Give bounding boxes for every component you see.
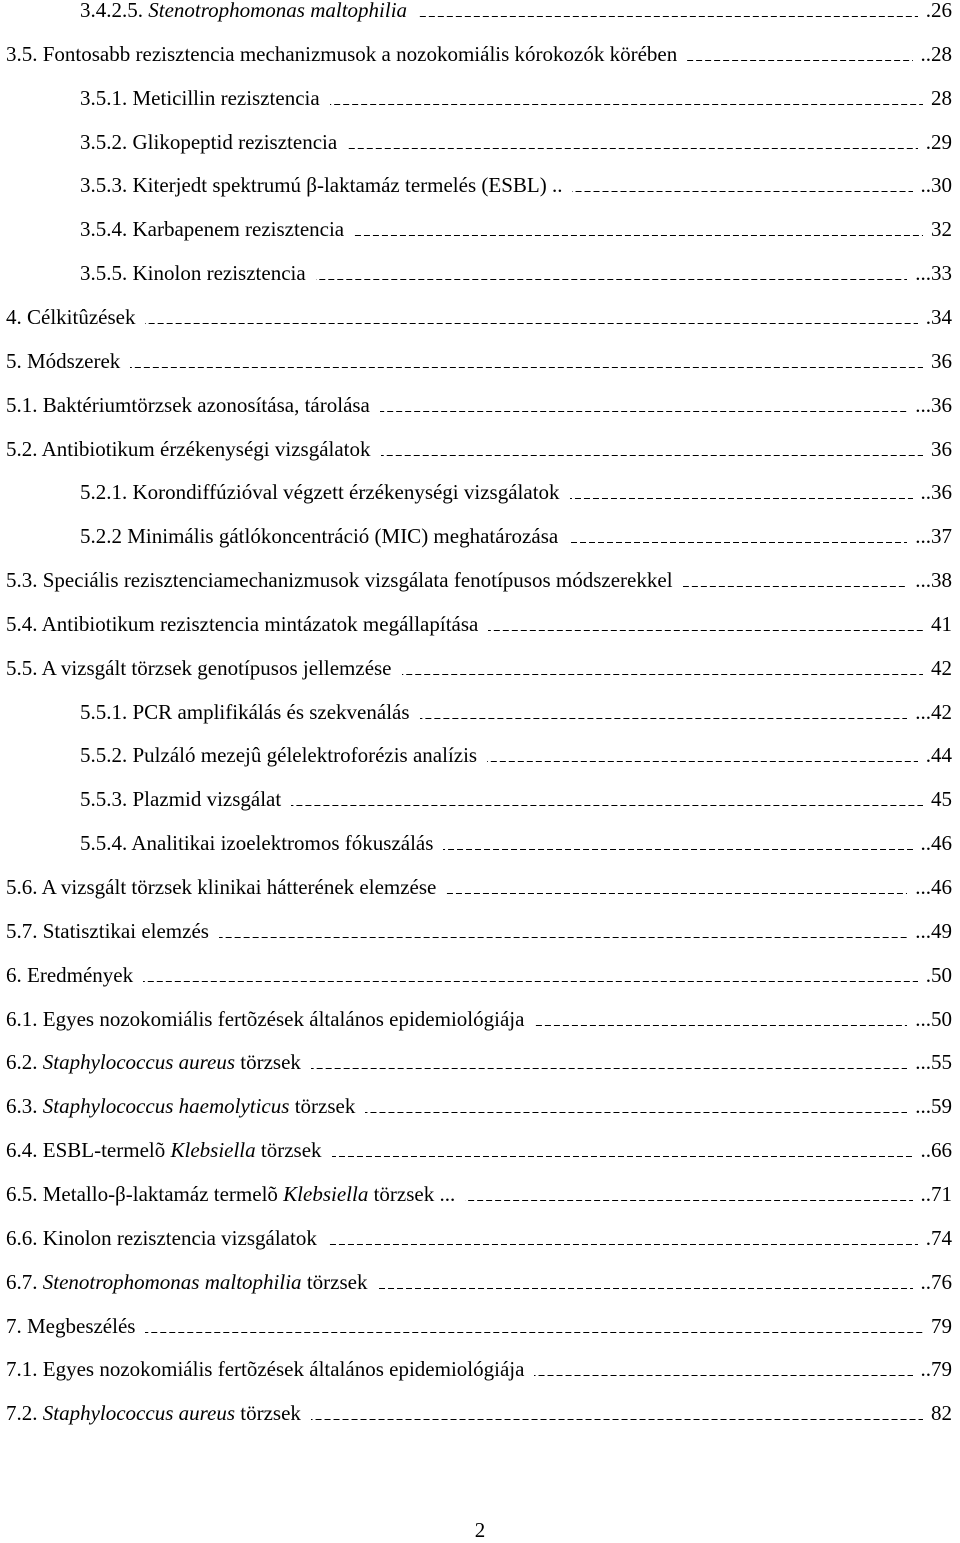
- toc-entry-title-text: 5.3. Speciális rezisztenciamechanizmusok vizsgálata fenotípusos módszerekkel: [6, 568, 673, 593]
- toc-entry-page: ..79: [920, 1357, 952, 1382]
- toc-entry[interactable]: [6, 562, 952, 592]
- toc-entry-title: [80, 261, 306, 285]
- toc-entry-title-text: 5.5.3. Plazmid vizsgálat: [80, 787, 282, 812]
- toc-entry[interactable]: [80, 211, 952, 241]
- toc-entry-title-text: 6.1. Egyes nozokomiális fertõzések általános epidemiológiája: [6, 1006, 525, 1031]
- toc-entry-title-text: 5. Módszerek: [6, 348, 121, 373]
- toc-entry-page: ...37: [915, 524, 952, 549]
- toc-entry-page: 42: [931, 655, 952, 680]
- toc-entry-title-text: 6.7.: [6, 1269, 43, 1294]
- toc-dot-leader: [570, 498, 913, 499]
- page-number: 2: [474, 1518, 486, 1542]
- toc-entry[interactable]: [6, 606, 952, 636]
- toc-entry-page: .44: [925, 743, 952, 768]
- toc-entry-title-italic: Stenotrophomonas maltophilia: [42, 1269, 302, 1294]
- toc-dot-leader: [145, 1332, 923, 1333]
- toc-entry-title-text: 5.5.4. Analitikai izoelektromos fókuszálás: [80, 831, 434, 856]
- toc-entry-title-text: 3.5.1. Meticillin rezisztencia: [80, 85, 320, 110]
- toc-entry-title-text: 3.5.2. Glikopeptid rezisztencia: [80, 129, 338, 154]
- toc-entry-page: .50: [925, 962, 952, 987]
- toc-entry-page: .26: [925, 0, 952, 22]
- toc-entry[interactable]: [80, 825, 952, 855]
- toc-entry-title: [6, 1094, 355, 1118]
- toc-entry-title: [80, 700, 410, 724]
- toc-entry-title: [6, 568, 673, 592]
- toc-entry-title: [6, 875, 436, 899]
- toc-dot-leader: [487, 761, 918, 762]
- toc-entry-page: 36: [931, 436, 952, 461]
- toc-entry-title-text: 6.5. Metallo-β-laktamáz termelõ: [6, 1181, 284, 1206]
- toc-dot-leader: [291, 805, 923, 806]
- toc-dot-leader: [683, 586, 908, 587]
- toc-entry-title: [6, 963, 133, 987]
- toc-entry-title: [6, 42, 677, 66]
- toc-entry-page: ...36: [915, 392, 952, 417]
- toc-entry-title-text: 6. Eredmények: [6, 962, 134, 987]
- toc-entry[interactable]: [6, 1264, 952, 1294]
- toc-entry[interactable]: [6, 1132, 952, 1162]
- toc-entry-title-text: törzsek: [235, 1401, 301, 1426]
- toc-entry-title-text: 5.2.2 Minimális gátlókoncentráció (MIC) meghatározása: [80, 524, 559, 549]
- toc-entry-title: [6, 1357, 524, 1381]
- toc-entry-title: [6, 1050, 301, 1074]
- toc-entry-title: [6, 1314, 135, 1338]
- toc-entry-title-italic: Stenotrophomonas maltophilia: [148, 0, 408, 22]
- toc-dot-leader: [330, 104, 923, 105]
- toc-entry-title-italic: Klebsiella: [283, 1181, 369, 1206]
- toc-entry[interactable]: [6, 299, 952, 329]
- toc-dot-leader: [316, 279, 908, 280]
- toc-entry-title: [80, 130, 337, 154]
- toc-entry[interactable]: [80, 781, 952, 811]
- toc-dot-leader: [377, 1288, 912, 1289]
- toc-entry-title: [80, 787, 281, 811]
- toc-entry-page: ..36: [920, 480, 952, 505]
- toc-dot-leader: [143, 981, 918, 982]
- toc-entry-title: [80, 173, 562, 197]
- toc-dot-leader: [568, 542, 907, 543]
- toc-dot-leader: [219, 937, 907, 938]
- toc-dot-leader: [327, 1244, 918, 1245]
- toc-entry-page: ..30: [920, 173, 952, 198]
- toc-entry-title-text: 5.7. Statisztikai elemzés: [6, 918, 209, 943]
- toc-entry-page: ...55: [915, 1050, 952, 1075]
- toc-entry-title-text: törzsek: [289, 1094, 356, 1119]
- toc-dot-leader: [687, 60, 912, 61]
- toc-entry-page: .34: [925, 304, 952, 329]
- toc-dot-leader: [354, 235, 923, 236]
- toc-entry[interactable]: [80, 0, 952, 22]
- toc-entry-page: 28: [931, 85, 952, 110]
- toc-entry-title: [6, 1226, 317, 1250]
- toc-entry-page: ...46: [915, 875, 952, 899]
- toc-entry-title: [6, 1401, 301, 1425]
- toc-entry[interactable]: [6, 957, 952, 987]
- toc-entry[interactable]: [6, 36, 952, 66]
- toc-entry-page: ...42: [915, 699, 952, 724]
- toc-entry-page: ..76: [920, 1269, 952, 1294]
- toc-dot-leader: [130, 367, 923, 368]
- toc-entry-page: ...33: [915, 261, 952, 286]
- toc-entry[interactable]: [6, 650, 952, 680]
- toc-dot-leader: [417, 16, 918, 17]
- toc-entry-title: [6, 1138, 322, 1162]
- toc-entry-title-text: 6.2.: [6, 1050, 43, 1075]
- toc-entry-title-text: 7. Megbeszélés: [6, 1313, 136, 1338]
- toc-entry-title-text: 6.3.: [6, 1094, 43, 1119]
- toc-entry-title-text: 5.6. A vizsgált törzsek klinikai hátterének elemzése: [6, 875, 437, 899]
- toc-entry-title-text: 5.5. A vizsgált törzsek genotípusos jellemzése: [6, 655, 392, 680]
- toc-entry-page: 79: [931, 1313, 952, 1338]
- toc-entry-page: 36: [931, 348, 952, 373]
- toc-entry-title: [6, 1007, 524, 1031]
- toc-entry[interactable]: [80, 474, 952, 504]
- toc-entry-title-text: törzsek: [301, 1269, 368, 1294]
- toc-entry-title-text: 5.5.1. PCR amplifikálás és szekvenálás: [80, 699, 410, 724]
- toc-entry-page: ..66: [920, 1138, 952, 1163]
- toc-entry-title-italic: Staphylococcus haemolyticus: [42, 1094, 290, 1119]
- toc-entry[interactable]: [80, 694, 952, 724]
- toc-entry[interactable]: [80, 124, 952, 154]
- toc-entry[interactable]: [80, 518, 952, 548]
- toc-entry[interactable]: [80, 737, 952, 767]
- toc-entry-title-text: 5.4. Antibiotikum rezisztencia mintázatok megállapítása: [6, 611, 479, 636]
- toc-entry-title: [6, 656, 392, 680]
- toc-entry[interactable]: [6, 913, 952, 943]
- toc-entry-title-text: törzsek: [235, 1050, 301, 1075]
- toc-dot-leader: [332, 1156, 913, 1157]
- toc-entry-page: 32: [931, 217, 952, 242]
- toc-dot-leader: [380, 411, 907, 412]
- toc-entry-page: 82: [931, 1401, 952, 1426]
- toc-entry[interactable]: [6, 1220, 952, 1250]
- toc-entry-page: ...38: [915, 568, 952, 593]
- toc-entry-title: [6, 612, 478, 636]
- toc-entry-title-text: 5.2. Antibiotikum érzékenységi vizsgálatok: [6, 436, 371, 461]
- toc-dot-leader: [446, 893, 907, 894]
- toc-entry-page: ...59: [915, 1094, 952, 1119]
- toc-entry[interactable]: [6, 1176, 952, 1206]
- toc-dot-leader: [365, 1112, 907, 1113]
- toc-entry[interactable]: [6, 1088, 952, 1118]
- toc-dot-leader: [311, 1068, 907, 1069]
- toc-entry[interactable]: [6, 1308, 952, 1338]
- toc-dot-leader: [145, 323, 917, 324]
- toc-entry-title: [6, 305, 135, 329]
- toc-entry[interactable]: [6, 1351, 952, 1381]
- toc-entry-title-text: 3.5.5. Kinolon rezisztencia: [80, 261, 306, 286]
- toc-entry-title: [80, 743, 477, 767]
- toc-dot-leader: [572, 191, 912, 192]
- toc-entry-title: [6, 1270, 367, 1294]
- toc-entry-page: ...49: [915, 918, 952, 943]
- toc-entry-title-text: 3.4.2.5.: [80, 0, 149, 22]
- toc-entry-title: [6, 1182, 455, 1206]
- toc-entry[interactable]: [6, 1044, 952, 1074]
- toc-entry-page: .74: [925, 1225, 952, 1250]
- toc-entry[interactable]: [80, 167, 952, 197]
- toc-entry-title-text: 5.1. Baktériumtörzsek azonosítása, tárolása: [6, 392, 370, 417]
- toc-entry-title-text: 6.4. ESBL-termelõ: [6, 1138, 171, 1163]
- toc-entry-title-text: 5.2.1. Korondiffúzióval végzett érzékenységi vizsgálatok: [80, 480, 560, 505]
- toc-entry-title-text: törzsek: [255, 1138, 322, 1163]
- toc-dot-leader: [402, 674, 923, 675]
- toc-entry-title-text: 3.5. Fontosabb rezisztencia mechanizmusok a nozokomiális kórokozók körében: [6, 41, 678, 66]
- toc-entry-title: [80, 86, 320, 110]
- toc-entry-title-text: 4. Célkitûzések: [6, 304, 136, 329]
- toc-dot-leader: [420, 718, 908, 719]
- toc-dot-leader: [381, 455, 923, 456]
- toc-entry-title-italic: Staphylococcus aureus: [42, 1401, 236, 1426]
- toc-entry-title: [80, 831, 433, 855]
- toc-entry-title: [80, 0, 407, 22]
- toc-entry-page: ...50: [915, 1006, 952, 1031]
- toc-entry[interactable]: [80, 255, 952, 285]
- toc-entry-page: ..28: [920, 41, 952, 66]
- toc-entry[interactable]: [6, 1395, 952, 1425]
- toc-dot-leader: [443, 849, 912, 850]
- toc-entry[interactable]: [80, 80, 952, 110]
- toc-dot-leader: [534, 1375, 912, 1376]
- toc-entry-page: ..46: [920, 831, 952, 856]
- toc-entry-title-text: 5.5.2. Pulzáló mezejû gélelektroforézis analízis: [80, 743, 478, 768]
- toc-entry-page: 45: [931, 787, 952, 812]
- toc-entry-title-text: 7.1. Egyes nozokomiális fertõzések általános epidemiológiája: [6, 1357, 525, 1382]
- toc-entry-title: [80, 480, 560, 504]
- toc-entry-title: [6, 393, 370, 417]
- toc-entry-title: [80, 217, 344, 241]
- toc-entry-title-text: 7.2.: [6, 1401, 43, 1426]
- toc-entry-title-italic: Staphylococcus aureus: [42, 1050, 236, 1075]
- toc-entry-title: [6, 919, 209, 943]
- toc-entry-title-italic: Klebsiella: [170, 1138, 256, 1163]
- toc-entry[interactable]: [6, 387, 952, 417]
- toc-entry[interactable]: [6, 1001, 952, 1031]
- toc-entry-title-text: 3.5.3. Kiterjedt spektrumú β-laktamáz termelés (ESBL) ..: [80, 173, 563, 198]
- toc-entry[interactable]: [6, 431, 952, 461]
- toc-dot-leader: [488, 630, 923, 631]
- toc-dot-leader: [465, 1200, 912, 1201]
- toc-entry-title-text: 3.5.4. Karbapenem rezisztencia: [80, 217, 345, 242]
- toc-entry-page: 41: [931, 611, 952, 636]
- toc-dot-leader: [311, 1419, 923, 1420]
- toc-dot-leader: [347, 148, 918, 149]
- toc-entry-title: [6, 437, 371, 461]
- toc-entry-title-text: 6.6. Kinolon rezisztencia vizsgálatok: [6, 1225, 317, 1250]
- toc-dot-leader: [534, 1025, 907, 1026]
- toc-entry-title-text: törzsek ...: [368, 1181, 456, 1206]
- toc-entry[interactable]: [6, 869, 952, 899]
- toc-entry-page: .29: [925, 129, 952, 154]
- toc-entry[interactable]: [6, 343, 952, 373]
- toc-entry-title: [6, 349, 120, 373]
- toc-entry-title: [80, 524, 558, 548]
- toc-entry-page: ..71: [920, 1181, 952, 1206]
